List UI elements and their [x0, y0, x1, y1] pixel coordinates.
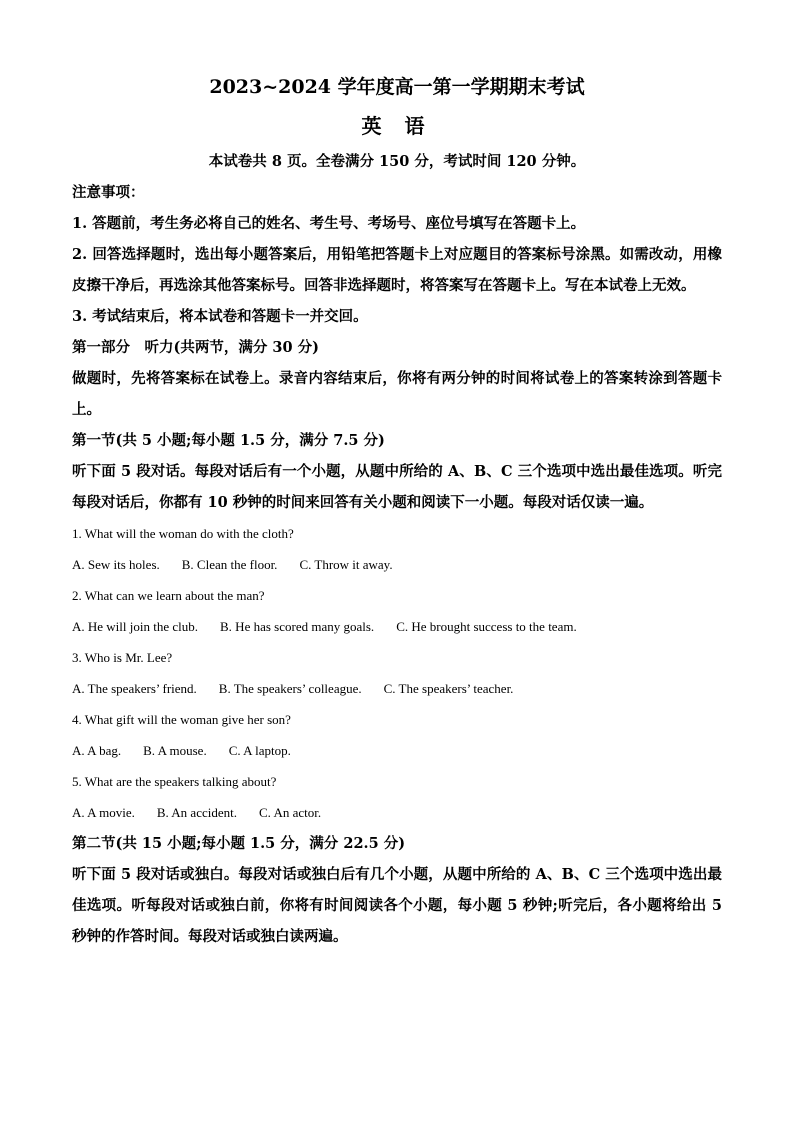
note-item-1: 1. 答题前，考生务必将自己的姓名、考生号、考场号、座位号填写在答题卡上。 — [72, 215, 586, 232]
part1-instruction: 做题时，先将答案标在试卷上。录音内容结束后，你将有两分钟的时间将试卷上的答案转涂到答题卡上。 — [72, 370, 722, 418]
exam-title: 2023~2024 学年度高一第一学期期末考试 — [209, 76, 585, 98]
section1-instruction: 听下面 5 段对话。每段对话后有一个小题，从题中所给的 A、B、C 三个选项中选出最佳选项。听完每段对话后，你都有 10 秒钟的时间来回答有关小题和阅读下一小题。每段对话仅读一遍。 — [72, 463, 722, 511]
note-item-3: 3. 考试结束后，将本试卷和答题卡一并交回。 — [72, 308, 368, 325]
question-1-options — [72, 549, 722, 580]
section2-heading: 第二节(共 15 小题;每小题 1.5 分，满分 22.5 分) — [72, 835, 406, 852]
question-3-options — [72, 673, 722, 704]
question-5: 5. What are the speakers talking about? — [72, 774, 277, 789]
option-c: C. He brought success to the team. — [396, 619, 577, 634]
subject-title: 英 语 — [361, 114, 433, 138]
option-b: B. Clean the floor. — [181, 557, 278, 572]
question-2: 2. What can we learn about the man? — [72, 588, 265, 603]
option-a: A. A bag. — [72, 743, 122, 758]
option-c: C. Throw it away. — [299, 557, 393, 572]
option-a: A. The speakers’ friend. — [72, 681, 197, 696]
option-b: B. He has scored many goals. — [220, 619, 375, 634]
option-c: C. The speakers’ teacher. — [383, 681, 514, 696]
option-c: C. A laptop. — [228, 743, 291, 758]
question-4-options — [72, 735, 722, 766]
option-a: A. Sew its holes. — [72, 557, 160, 572]
option-a: A. A movie. — [72, 805, 135, 820]
section2-instruction: 听下面 5 段对话或独白。每段对话或独白后有几个小题，从题中所给的 A、B、C 三个选项中选出最佳选项。听每段对话或独白前，你将有时间阅读各个小题，每小题 5 秒钟;听完后，各小题将给出 5 秒钟的作答时间。每段对话或独白读两遍。 — [72, 866, 722, 945]
section1-heading: 第一节(共 5 小题;每小题 1.5 分，满分 7.5 分) — [72, 432, 385, 449]
option-a: A. He will join the club. — [72, 619, 199, 634]
question-5-options — [72, 797, 722, 828]
part1-heading: 第一部分 听力(共两节，满分 30 分) — [72, 339, 319, 356]
question-3: 3. Who is Mr. Lee? — [72, 650, 173, 665]
exam-info: 本试卷共 8 页。全卷满分 150 分，考试时间 120 分钟。 — [208, 153, 586, 170]
question-1: 1. What will the woman do with the cloth? — [72, 526, 294, 541]
option-b: B. A mouse. — [143, 743, 207, 758]
option-b: B. An accident. — [156, 805, 237, 820]
note-item-2: 2. 回答选择题时，选出每小题答案后，用铅笔把答题卡上对应题目的答案标号涂黑。如需改动，用橡皮擦干净后，再选涂其他答案标号。回答非选择题时，将答案写在答题卡上。写在本试卷上无效。 — [72, 246, 722, 294]
option-c: C. An actor. — [259, 805, 322, 820]
notes-heading: 注意事项： — [72, 184, 145, 201]
option-b: B. The speakers’ colleague. — [218, 681, 362, 696]
question-2-options — [72, 611, 722, 642]
question-4: 4. What gift will the woman give her son? — [72, 712, 291, 727]
